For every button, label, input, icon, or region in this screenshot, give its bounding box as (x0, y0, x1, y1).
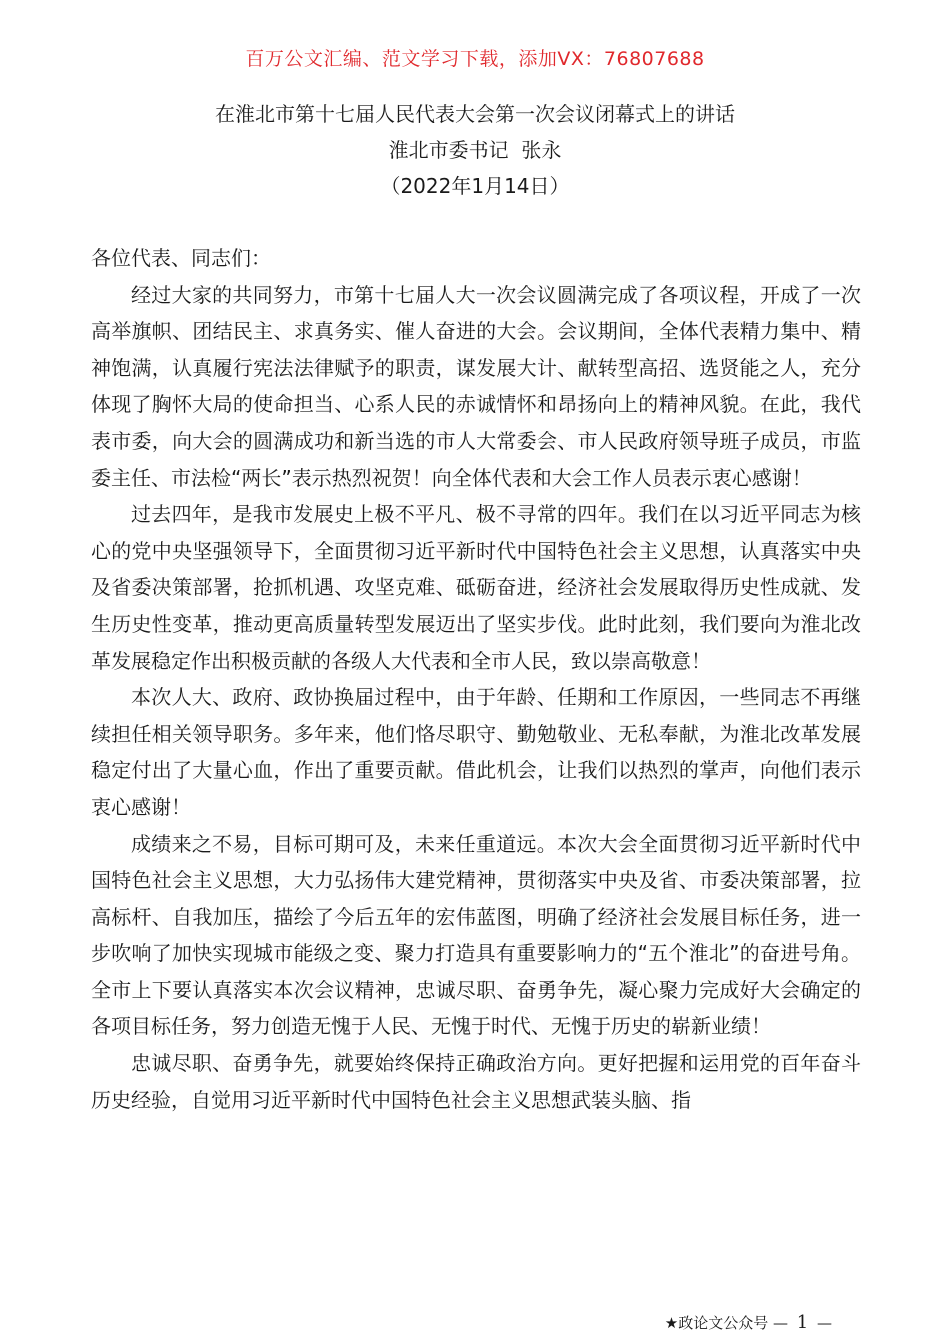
paragraph: 经过大家的共同努力，市第十七届人大一次会议圆满完成了各项议程，开成了一次高举旗帜、团结民主、求真务实、催人奋进的大会。会议期间，全体代表精力集中、精神饱满，认真履行宪法法律赋予的职责，谋发展大计、献转型高招、选贤能之人，充分体现了胸怀大局的使命担当、心系人民的赤诚情怀和昂扬向上的精神风貌。在此，我代表市委，向大会的圆满成功和新当选的市人大常委会、市人民政府领导班子成员，市监委主任、市法检“两长”表示热烈祝贺！向全体代表和大会工作人员表示衷心感谢！ (91, 282, 861, 490)
page-number: 1 (796, 1312, 809, 1333)
speaker-line: 淮北市委书记 张永 (388, 138, 562, 162)
speech-date: （2022年1月14日） (380, 174, 570, 198)
footer-dash-left: — (772, 1314, 788, 1332)
paragraph: 忠诚尽职、奋勇争先，就要始终保持正确政治方向。更好把握和运用党的百年奋斗历史经验，自觉用习近平新时代中国特色社会主义思想武装头脑、指 (91, 1051, 861, 1112)
speech-body (91, 240, 861, 1118)
paragraph: 过去四年，是我市发展史上极不平凡、极不寻常的四年。我们在以习近平同志为核心的党中央坚强领导下，全面贯彻习近平新时代中国特色社会主义思想，认真落实中央及省委决策部署，抢抓机遇、攻坚克难、砥砺奋进，经济社会发展取得历史性成就、发生历史性变革，推动更高质量转型发展迈出了坚实步伐。此时此刻，我们要向为淮北改革发展稳定作出积极贡献的各级人大代表和全市人民，致以崇高敬意！ (91, 502, 861, 673)
paragraph: 本次人大、政府、政协换届过程中，由于年龄、任期和工作原因，一些同志不再继续担任相关领导职务。多年来，他们恪尽职守、勤勉敬业、无私奉献，为淮北改革发展稳定付出了大量心血，作出了重要贡献。借此机会，让我们以热烈的掌声，向他们表示衷心感谢！ (91, 685, 861, 819)
paragraph: 成绩来之不易，目标可期可及，未来任重道远。本次大会全面贯彻习近平新时代中国特色社会主义思想，大力弘扬伟大建党精神，贯彻落实中央及省、市委决策部署，拉高标杆、自我加压，描绘了今后五年的宏伟蓝图，明确了经济社会发展目标任务，进一步吹响了加快实现城市能级之变、聚力打造具有重要影响力的“五个淮北”的奋进号角。全市上下要认真落实本次会议精神，忠诚尽职、奋勇争先，凝心聚力完成好大会确定的各项目标任务，努力创造无愧于人民、无愧于时代、无愧于历史的崭新业绩！ (91, 831, 861, 1039)
page-footer (665, 1312, 832, 1334)
speech-title: 在淮北市第十七届人民代表大会第一次会议闭幕式上的讲话 (215, 102, 735, 126)
footer-source: ★政论文公众号 (664, 1314, 769, 1332)
promo-banner: 百万公文汇编、范文学习下载，添加VX：76807688 (245, 48, 705, 70)
footer-dash-right: — (817, 1314, 832, 1332)
salutation: 各位代表、同志们： (91, 246, 271, 270)
title-block (0, 96, 950, 204)
